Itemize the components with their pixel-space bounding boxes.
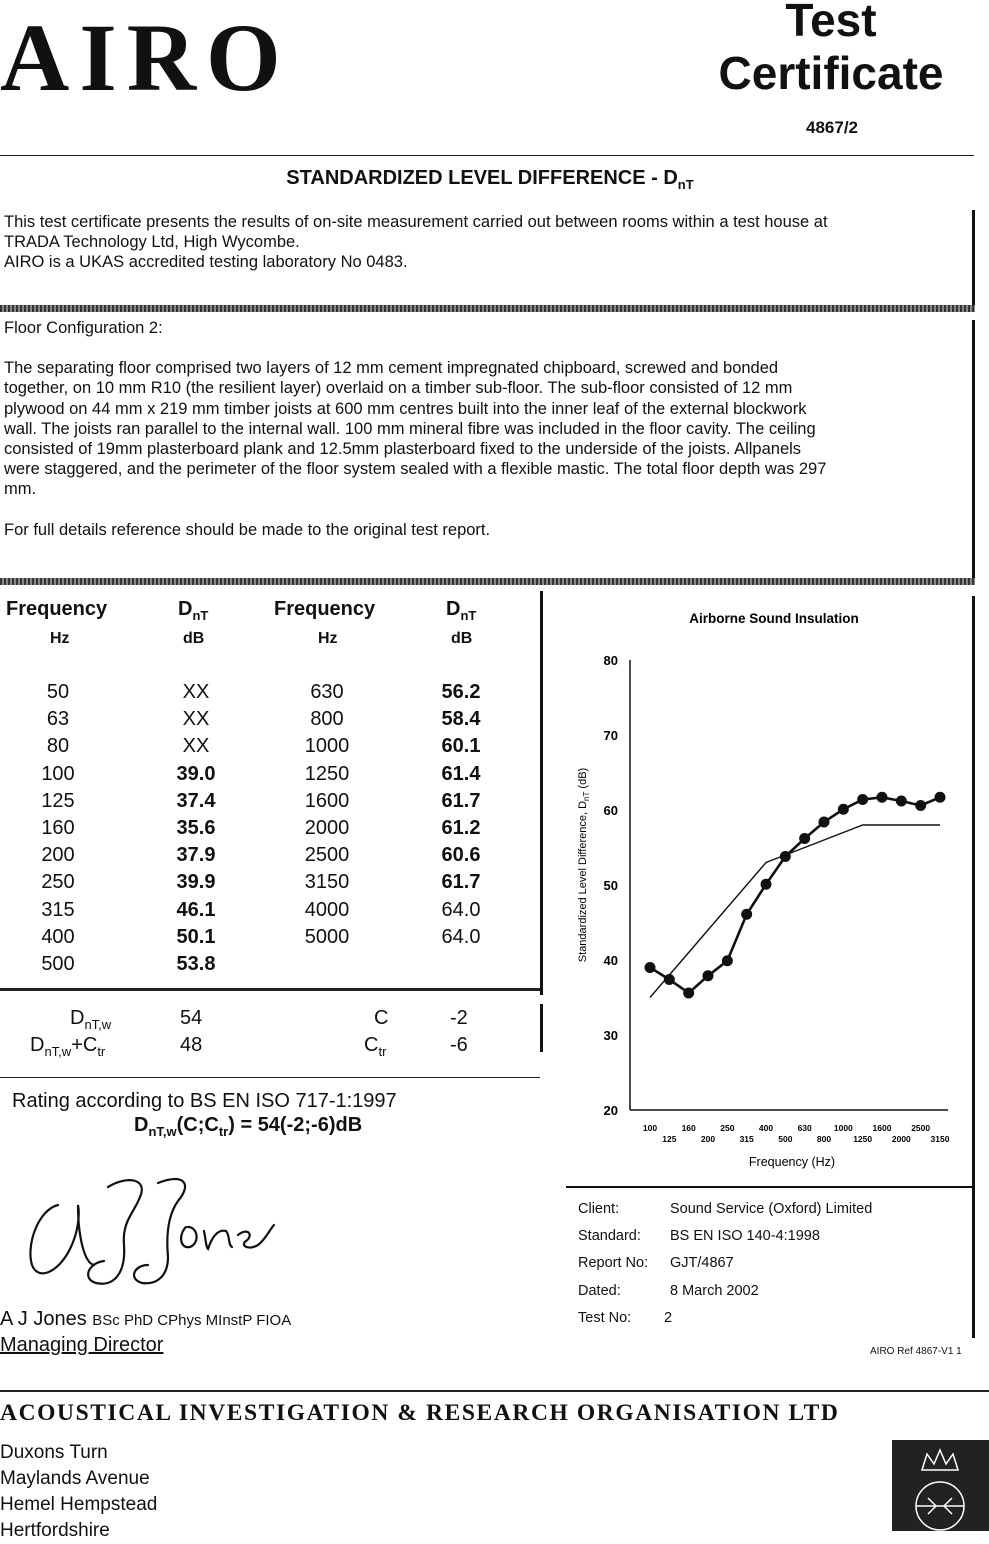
- test-value: 2: [664, 1309, 673, 1326]
- footer-divider: [0, 1390, 989, 1392]
- client-row: [578, 1196, 872, 1223]
- section-band: [0, 305, 975, 312]
- data-point: [915, 800, 926, 811]
- dntw-d: D: [70, 1007, 85, 1029]
- report-row: [578, 1250, 872, 1277]
- y-tick-label: 80: [603, 653, 618, 668]
- heading-sub: nT: [677, 177, 694, 192]
- y-tick-label: 40: [603, 953, 618, 968]
- dntw-label: [70, 1007, 111, 1032]
- d-letter: D: [446, 598, 461, 620]
- freq-cell: 315: [41, 898, 75, 921]
- ctr-value: -6: [450, 1034, 468, 1056]
- x-tick-label: 125: [662, 1134, 677, 1144]
- dnt-cell: 35.6: [176, 817, 216, 839]
- intro-line-1: This test certificate presents the results of on-site measurement carried out between rooms within a test house at: [4, 213, 828, 231]
- freq-cell: 63: [46, 708, 70, 731]
- x-tick-label: 1250: [853, 1134, 873, 1144]
- test-row: [578, 1305, 872, 1332]
- dntw-value: 54: [180, 1007, 203, 1029]
- x-tick-label: 1000: [833, 1123, 853, 1133]
- dntwctr-d: D: [30, 1034, 45, 1056]
- data-point: [838, 804, 849, 815]
- freq-cell: 1600: [304, 789, 350, 812]
- floor-note: For full details reference should be made to the original test report.: [4, 520, 491, 539]
- signatory-role: Managing Director: [0, 1334, 164, 1356]
- floor-description: [4, 358, 964, 499]
- col-d-header: [178, 598, 208, 623]
- x-axis-label: Frequency (Hz): [748, 1155, 836, 1169]
- col-freq-header-2: Frequency: [274, 598, 376, 620]
- d-letter: D: [178, 598, 193, 620]
- dated-row: [578, 1278, 872, 1305]
- col-d-unit: dB: [183, 630, 205, 647]
- quals-text: BSc PhD CPhys MInstP FIOA: [92, 1312, 292, 1329]
- data-point: [722, 955, 733, 966]
- intro-text: [4, 212, 964, 272]
- freq-cell: 3150: [304, 871, 350, 894]
- c-value: -2: [450, 1007, 468, 1029]
- intro-line-3: AIRO is a UKAS accredited testing laboratory No 0483.: [4, 253, 408, 271]
- airo-logo: AIRO: [0, 4, 291, 111]
- data-point: [896, 796, 907, 807]
- x-tick-label: 2500: [911, 1123, 931, 1133]
- ctr-c: C: [364, 1034, 379, 1056]
- dnt-cell: 39.9: [176, 871, 216, 894]
- report-value: GJT/4867: [670, 1255, 734, 1272]
- signatory-name: [0, 1308, 291, 1331]
- dnt-cell: 61.7: [441, 871, 481, 894]
- dnt-cell: 39.0: [176, 762, 216, 785]
- dnt-cell: XX: [182, 708, 210, 731]
- dntwctr-suffix-sub: tr: [97, 1044, 106, 1059]
- address-line-3: Hemel Hempstead: [0, 1494, 158, 1515]
- dnt-cell: XX: [182, 681, 210, 703]
- rating-result: [134, 1114, 362, 1139]
- dnt-cell: 58.4: [441, 708, 481, 731]
- client-value: Sound Service (Oxford) Limited: [670, 1201, 873, 1217]
- floor-description-line: wall. The joists ran parallel to the internal wall. 100 mm mineral fibre was included in the floor cavity. The ceiling: [4, 419, 816, 438]
- data-point: [857, 794, 868, 805]
- y-tick-label: 60: [603, 803, 618, 818]
- dntwctr-label: [30, 1034, 105, 1059]
- rating-d: D: [134, 1114, 149, 1136]
- dated-label: Dated:: [578, 1282, 621, 1299]
- data-point: [683, 988, 694, 999]
- ctr-sub: tr: [378, 1044, 387, 1059]
- rating-paren: (C;C: [176, 1114, 219, 1136]
- col-freq-unit-2: Hz: [318, 630, 338, 647]
- dnt-cell: 46.1: [176, 898, 216, 921]
- ctr-label: [364, 1034, 386, 1059]
- chart: [560, 598, 970, 1178]
- dnt-cell: 60.6: [441, 844, 481, 867]
- reference-curve-line: [650, 825, 940, 998]
- data-point: [935, 792, 946, 803]
- ukas-crown-icon: [892, 1440, 989, 1531]
- address: [0, 1440, 157, 1544]
- x-tick-label: 500: [778, 1134, 793, 1144]
- chart-title: Airborne Sound Insulation: [689, 611, 859, 626]
- signature-graphic: [18, 1165, 288, 1295]
- x-tick-label: 630: [797, 1123, 812, 1133]
- y-tick-label: 30: [603, 1028, 618, 1043]
- y-tick-label: 20: [603, 1103, 618, 1118]
- x-tick-label: 250: [720, 1123, 735, 1133]
- dnt-cell: 50.1: [176, 925, 216, 948]
- standard-label: Standard:: [578, 1228, 641, 1245]
- x-tick-label: 160: [681, 1123, 696, 1133]
- reference: AIRO Ref 4867-V1 1: [870, 1346, 962, 1357]
- certificate-number: 4867/2: [806, 118, 858, 137]
- rating-rest: ) = 54(-2;-6)dB: [228, 1114, 363, 1136]
- x-tick-label: 1600: [872, 1123, 892, 1133]
- floor-title: Floor Configuration 2:: [4, 319, 163, 337]
- dnt-cell: 37.9: [176, 844, 216, 867]
- standard-value: BS EN ISO 140-4:1998: [670, 1228, 820, 1245]
- standard-row: [578, 1223, 872, 1250]
- freq-cell: 2000: [304, 817, 350, 839]
- rating-divider: [0, 1077, 540, 1078]
- col-d-header-2: [446, 598, 476, 623]
- col-freq-unit: Hz: [50, 630, 70, 647]
- dnt-cell: XX: [182, 735, 210, 758]
- x-tick-label: 200: [700, 1134, 716, 1144]
- y-tick-label: 70: [603, 728, 618, 743]
- address-line-1: Duxons Turn: [0, 1442, 108, 1463]
- x-tick-label: 2000: [891, 1134, 911, 1144]
- certificate-title: [701, 0, 961, 100]
- dnt-cell: 61.7: [441, 789, 481, 812]
- freq-cell: 1000: [304, 735, 350, 758]
- test-label: Test No:: [578, 1309, 632, 1326]
- floor-description-line: The separating floor comprised two layers of 12 mm cement impregnated chipboard, screwed and bonded: [4, 359, 779, 378]
- dntw-sub: nT,w: [84, 1017, 112, 1032]
- data-point: [741, 909, 752, 920]
- freq-cell: 80: [46, 735, 70, 758]
- freq-cell: 50: [46, 681, 70, 703]
- x-tick-label: 315: [739, 1134, 754, 1144]
- dntwctr-value: 48: [180, 1034, 203, 1056]
- d-sub: nT: [460, 608, 477, 623]
- x-tick-label: 400: [758, 1123, 774, 1133]
- freq-cell: 400: [41, 925, 75, 948]
- data-point: [877, 792, 888, 803]
- floor-config: [4, 318, 964, 560]
- dnt-cell: 64.0: [441, 925, 481, 948]
- dnt-cell: 53.8: [176, 953, 216, 975]
- address-line-2: Maylands Avenue: [0, 1468, 150, 1489]
- measured-series-line: [650, 797, 940, 993]
- freq-cell: 125: [41, 789, 75, 812]
- dnt-cell: 61.4: [441, 762, 481, 785]
- client-label: Client:: [578, 1201, 620, 1217]
- data-point: [819, 817, 830, 828]
- intro-line-2: TRADA Technology Ltd, High Wycombe.: [4, 233, 300, 251]
- freq-cell: 250: [41, 871, 75, 894]
- floor-description-line: mm.: [4, 480, 37, 499]
- freq-cell: 200: [41, 844, 75, 867]
- x-tick-label: 800: [816, 1134, 832, 1144]
- dnt-cell: 56.2: [441, 681, 481, 703]
- report-label: Report No:: [578, 1255, 649, 1272]
- title-line-2: Certificate: [718, 46, 944, 99]
- rating-sub: nT,w: [148, 1124, 177, 1139]
- floor-description-line: together, on 10 mm R10 (the resilient layer) overlaid on a timber sub-floor. The sub-floor consisted of 12 mm: [4, 379, 793, 398]
- dnt-cell: 64.0: [441, 898, 481, 921]
- title-line-1: Test: [785, 0, 877, 46]
- freq-cell: 2500: [304, 844, 350, 867]
- y-tick-label: 50: [603, 878, 618, 893]
- data-point: [645, 962, 656, 973]
- x-tick-label: 100: [642, 1123, 658, 1133]
- dntwctr-sub: nT,w: [44, 1044, 72, 1059]
- x-tick-label: 3150: [930, 1134, 950, 1144]
- col-freq-header: Frequency: [6, 598, 108, 620]
- freq-cell: 1250: [304, 762, 350, 785]
- freq-cell: 5000: [304, 925, 350, 948]
- d-sub: nT: [192, 608, 209, 623]
- rating-line: Rating according to BS EN ISO 717-1:1997: [12, 1090, 397, 1112]
- organisation-name: ACOUSTICAL INVESTIGATION & RESEARCH ORGANISATION LTD: [0, 1400, 840, 1426]
- freq-cell: 100: [41, 762, 75, 785]
- header-divider: [0, 155, 974, 156]
- freq-cell: 800: [310, 708, 344, 731]
- y-axis-label: Standardized Level Difference, $D_{nT}$ (dB): [577, 767, 591, 963]
- section-band: [0, 578, 975, 585]
- name-text: A J Jones: [0, 1308, 87, 1330]
- floor-description-line: consisted of 19mm plasterboard plank and 12.5mm plasterboard fixed to the underside of the joists. Allpanels: [4, 440, 802, 459]
- address-line-4: Hertfordshire: [0, 1520, 110, 1541]
- data-point: [761, 879, 772, 890]
- report-info: [578, 1196, 872, 1332]
- page-heading: [0, 167, 980, 192]
- freq-cell: 4000: [304, 898, 350, 921]
- results-divider: [0, 988, 540, 991]
- col-d-unit-2: dB: [451, 630, 473, 647]
- floor-description-line: plywood on 44 mm x 219 mm timber joists at 600 mm centres built into the inner leaf of the external blockwork: [4, 399, 807, 418]
- c-label: C: [374, 1007, 389, 1029]
- data-point: [703, 970, 714, 981]
- dntwctr-suffix: +C: [71, 1034, 98, 1056]
- dated-value: 8 March 2002: [670, 1282, 759, 1299]
- dnt-cell: 61.2: [441, 817, 481, 839]
- dnt-cell: 60.1: [441, 735, 481, 758]
- freq-cell: 630: [310, 681, 344, 703]
- rating-paren-sub: tr: [218, 1124, 229, 1139]
- dnt-cell: 37.4: [176, 789, 216, 812]
- heading-text: STANDARDIZED LEVEL DIFFERENCE - D: [286, 167, 678, 189]
- data-point: [799, 833, 810, 844]
- floor-description-line: were staggered, and the perimeter of the floor system sealed with a flexible mastic. The total floor depth was 297: [4, 460, 827, 479]
- freq-cell: 160: [41, 817, 75, 839]
- freq-cell: 500: [41, 953, 75, 975]
